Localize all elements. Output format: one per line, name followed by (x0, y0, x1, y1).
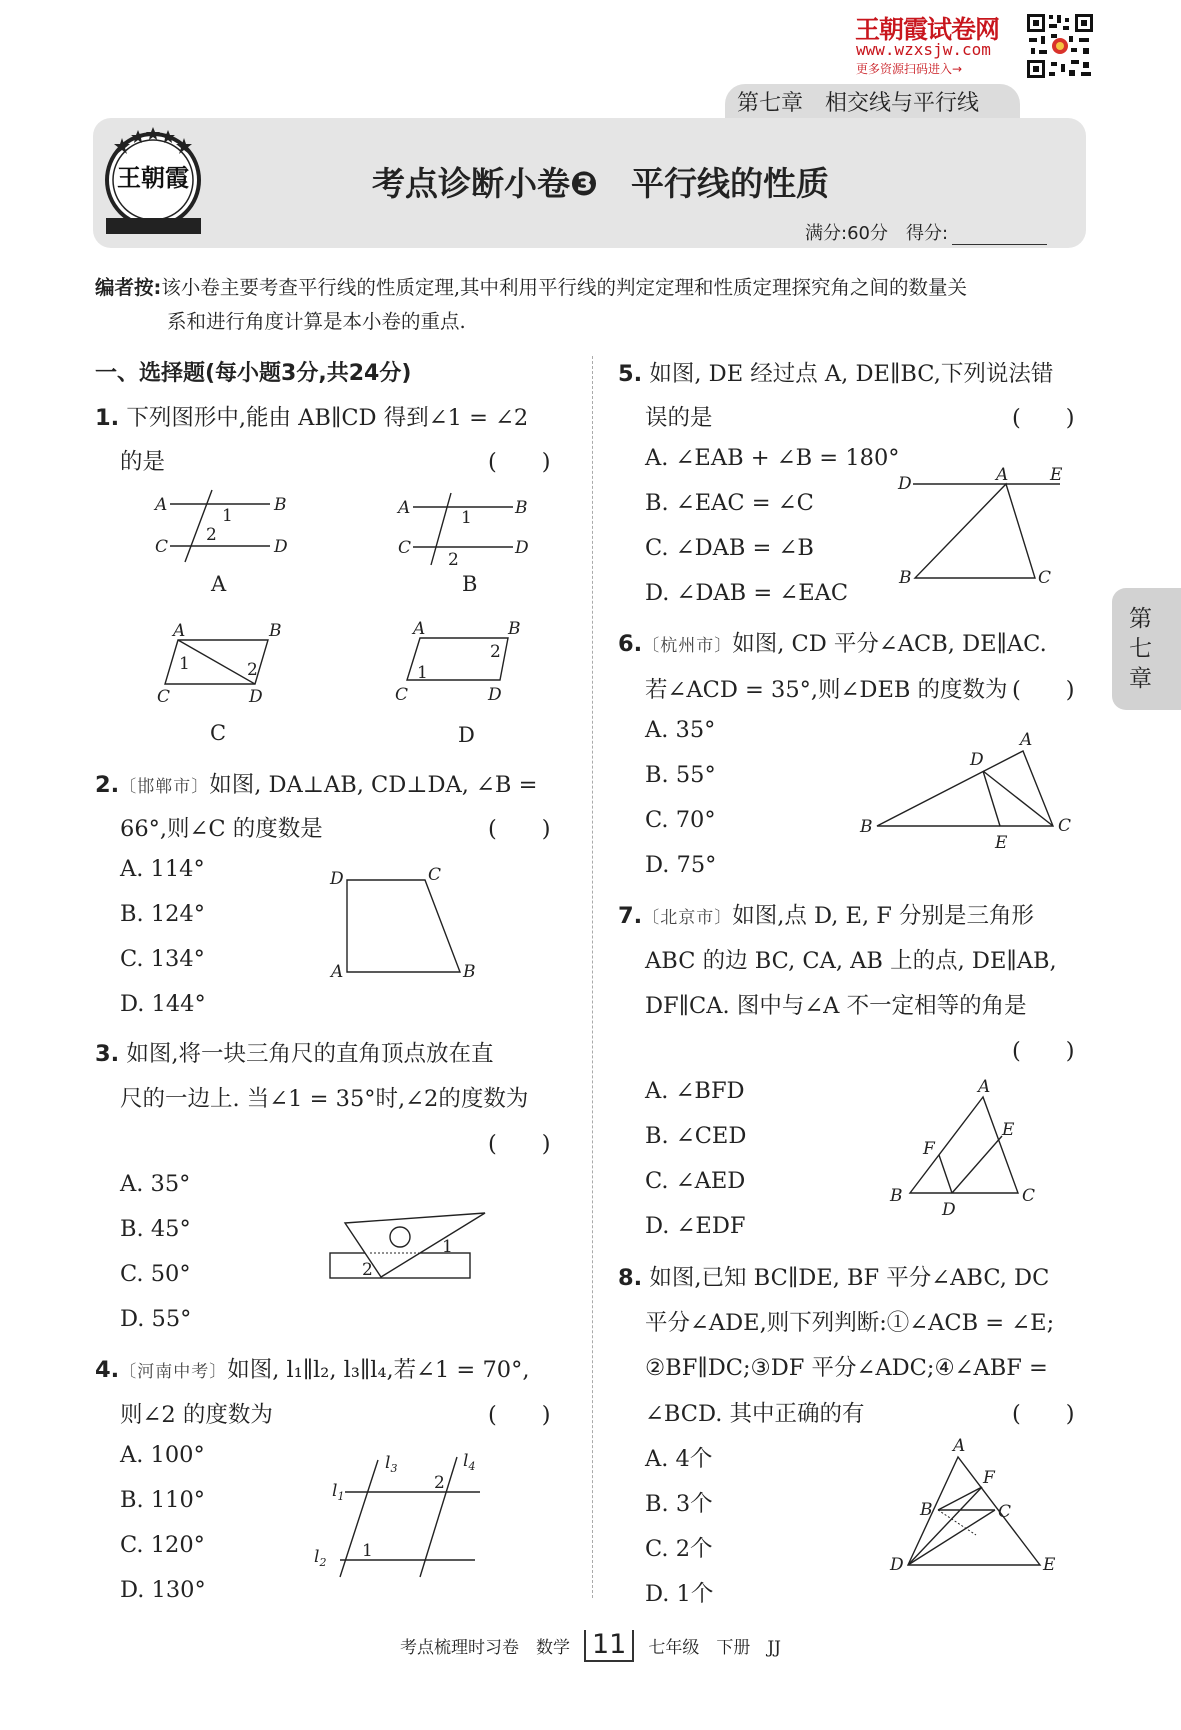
svg-text:l2: $l_2$ (314, 1547, 327, 1569)
editor-note-line2: 系和进行角度计算是本小卷的重点. (167, 310, 466, 333)
svg-text:A: A (173, 621, 186, 641)
q6-answer-paren[interactable]: ( ) (1012, 677, 1075, 703)
q7-stem-line1: 如图,点 D, E, F 分别是三角形 (732, 903, 1035, 929)
q2-source-tag: 〔邯郸市〕 (119, 777, 210, 797)
q5-stem-line1: 如图, DE 经过点 A, DE∥BC,下列说法错 (649, 361, 1054, 387)
q8-stem-line2: 平分∠ADE,则下列判断:①∠ACB = ∠E; (645, 1310, 1055, 1336)
q3-figure (325, 1205, 495, 1285)
q3-option-c[interactable]: C. 50° (120, 1261, 191, 1287)
q4-option-b[interactable]: B. 110° (120, 1487, 206, 1513)
svg-text:l4: $l_4$ (463, 1451, 476, 1473)
q4-stem-line2: 则∠2 的度数为 (120, 1402, 273, 1428)
q3-option-d[interactable]: D. 55° (120, 1306, 192, 1332)
brand-scan-hint: 更多资源扫码进入→ (856, 62, 963, 76)
q1-answer-paren[interactable]: ( ) (488, 449, 551, 475)
q2-option-a[interactable]: A. 114° (120, 856, 205, 882)
q5-option-c[interactable]: C. ∠DAB = ∠B (645, 535, 814, 561)
svg-text:B: B (920, 1500, 933, 1520)
svg-text:1: 1 (461, 508, 472, 528)
svg-text:D: D (970, 750, 984, 770)
q4-option-d[interactable]: D. 130° (120, 1577, 206, 1603)
q3-stem-line1: 如图,将一块三角尺的直角顶点放在直 (126, 1041, 494, 1067)
angle-label-2: 2 (206, 525, 217, 545)
q1-caption-d: D (458, 723, 475, 747)
editor-note-line1: 该小卷主要考查平行线的性质定理,其中利用平行线的判定定理和性质定理探究角之间的数量关 (161, 276, 968, 299)
q5-option-d[interactable]: D. ∠DAB = ∠EAC (645, 580, 849, 606)
q1-caption-c: C (210, 721, 227, 745)
brand-url[interactable]: www.wzxsjw.com (856, 40, 991, 59)
svg-text:B: B (274, 495, 287, 515)
q7-stem-line3: DF∥CA. 图中与∠A 不一定相等的角是 (645, 993, 1027, 1019)
q7-option-a[interactable]: A. ∠BFD (645, 1078, 745, 1104)
q6-option-d[interactable]: D. 75° (645, 852, 717, 878)
q4-source-tag: 〔河南中考〕 (119, 1362, 228, 1382)
svg-text:1: 1 (442, 1237, 453, 1257)
footer-right: 七年级 下册 JJ (648, 1638, 781, 1658)
q7-option-b[interactable]: B. ∠CED (645, 1123, 747, 1149)
q5-stem-line2: 误的是 (645, 405, 713, 431)
q7-option-d[interactable]: D. ∠EDF (645, 1213, 746, 1239)
q1-figure-a (150, 490, 300, 560)
svg-text:B: B (515, 498, 528, 518)
svg-text:A: A (413, 619, 426, 639)
svg-text:1: 1 (179, 654, 190, 674)
svg-text:A: A (331, 962, 344, 982)
q8-stem-line3: ②BF∥DC;③DF 平分∠ADC;④∠ABF = (645, 1355, 1048, 1381)
q1-figure-d (395, 620, 535, 705)
page-number: 11 (584, 1630, 634, 1662)
q3-answer-paren[interactable]: ( ) (488, 1131, 551, 1157)
q1-figure-c (155, 621, 295, 707)
svg-text:D: D (330, 869, 344, 889)
q8-stem-line1: 如图,已知 BC∥DE, BF 平分∠ABC, DC (649, 1265, 1050, 1291)
q7-stem-line2: ABC 的边 BC, CA, AB 上的点, DE∥AB, (645, 948, 1057, 974)
chapter-side-tab: 第 七 章 (1112, 588, 1181, 710)
q8-answer-paren[interactable]: ( ) (1012, 1401, 1075, 1427)
q4-option-a[interactable]: A. 100° (120, 1442, 205, 1468)
q2-stem-line2: 66°,则∠C 的度数是 (120, 816, 323, 842)
svg-text:B: B (508, 619, 521, 639)
svg-text:D: D (274, 537, 288, 557)
chapter-tab: 第七章 相交线与平行线 (725, 84, 1020, 124)
svg-text:F: F (923, 1139, 935, 1159)
svg-text:D: D (249, 687, 263, 707)
q6-source-tag: 〔杭州市〕 (642, 636, 733, 656)
svg-text:D: D (515, 538, 529, 558)
editor-note-label: 编者按: (95, 276, 162, 299)
q5-answer-paren[interactable]: ( ) (1012, 405, 1075, 431)
q2-answer-paren[interactable]: ( ) (488, 816, 551, 842)
svg-text:l1: $l_1$ (332, 1481, 345, 1503)
svg-text:C: C (157, 687, 171, 707)
svg-text:C: C (395, 685, 409, 705)
q1-stem-line1: 下列图形中,能由 AB∥CD 得到∠1 = ∠2 (126, 405, 529, 431)
q6-option-b[interactable]: B. 55° (645, 762, 716, 788)
q8-figure (880, 1435, 1060, 1590)
section-heading: 一、选择题(每小题3分,共24分) (95, 361, 412, 386)
q1-figure-b (393, 493, 543, 568)
svg-text:E: E (1002, 1120, 1015, 1140)
svg-text:C: C (998, 1502, 1012, 1522)
q1-caption-b: B (462, 572, 478, 596)
q5-figure (890, 460, 1070, 590)
score-label: 满分:60分 得分: (805, 223, 949, 244)
brand-title: 王朝霞试卷网 (855, 15, 1000, 44)
svg-text:A: A (996, 465, 1009, 485)
q1-caption-a: A (211, 572, 227, 596)
svg-text:2: 2 (247, 660, 258, 680)
q8-stem-line4: ∠BCD. 其中正确的有 (645, 1401, 865, 1427)
svg-text:1: 1 (362, 1541, 373, 1561)
q6-stem-line2: 若∠ACD = 35°,则∠DEB 的度数为 (645, 677, 1008, 703)
q1-stem-line2: 的是 (120, 449, 166, 475)
editor-note (95, 271, 1090, 339)
angle-label-1: 1 (222, 506, 233, 526)
svg-text:A: A (953, 1436, 966, 1456)
svg-text:E: E (1050, 465, 1063, 485)
page-footer (0, 1630, 1181, 1662)
q4-figure (310, 1452, 490, 1577)
column-divider (592, 356, 593, 1598)
svg-text:C: C (1058, 816, 1072, 836)
svg-text:D: D (890, 1555, 904, 1575)
svg-text:E: E (1043, 1555, 1056, 1575)
svg-text:B: B (269, 621, 282, 641)
q6-option-a[interactable]: A. 35° (645, 717, 716, 743)
svg-text:2: 2 (434, 1473, 445, 1493)
q4-answer-paren[interactable]: ( ) (488, 1402, 551, 1428)
svg-text:B: B (860, 817, 873, 837)
q8-option-a[interactable]: A. 4个 (645, 1446, 713, 1472)
svg-text:l3: $l_3$ (385, 1453, 398, 1475)
page-title: 考点诊断小卷❸ 平行线的性质 (372, 164, 829, 203)
q5-option-b[interactable]: B. ∠EAC = ∠C (645, 490, 814, 516)
q6-option-c[interactable]: C. 70° (645, 807, 716, 833)
q2-option-d[interactable]: D. 144° (120, 991, 206, 1017)
q4-stem-line1: 如图, l₁∥l₂, l₃∥l₄,若∠1 = 70°, (227, 1357, 530, 1383)
svg-text:2: 2 (448, 550, 459, 570)
q2-option-c[interactable]: C. 134° (120, 946, 205, 972)
svg-text:2: 2 (490, 642, 501, 662)
q3-stem-line2: 尺的一边上. 当∠1 = 35°时,∠2的度数为 (120, 1086, 529, 1112)
svg-text:2: 2 (362, 1260, 373, 1280)
svg-text:B: B (890, 1186, 903, 1206)
q8-option-d[interactable]: D. 1个 (645, 1581, 714, 1607)
svg-text:A: A (398, 498, 411, 518)
logo-text: 王朝霞 (117, 163, 189, 192)
q7-source-tag: 〔北京市〕 (642, 908, 733, 928)
q7-option-c[interactable]: C. ∠AED (645, 1168, 746, 1194)
qr-code-icon[interactable] (1025, 12, 1095, 80)
svg-text:C: C (428, 865, 442, 885)
q6-figure (855, 730, 1075, 855)
footer-left: 考点梳理时习卷 数学 (400, 1638, 570, 1658)
q2-option-b[interactable]: B. 124° (120, 901, 206, 927)
q2-stem-line1: 如图, DA⊥AB, CD⊥DA, ∠B = (209, 772, 538, 798)
svg-text:A: A (978, 1077, 991, 1097)
svg-text:B: B (463, 962, 476, 982)
svg-text:B: B (899, 568, 912, 588)
svg-text:A: A (155, 495, 168, 515)
q7-figure (885, 1075, 1055, 1220)
q8-option-b[interactable]: B. 3个 (645, 1491, 713, 1517)
q3-option-a[interactable]: A. 35° (120, 1171, 191, 1197)
q7-answer-paren[interactable]: ( ) (1012, 1038, 1075, 1064)
svg-text:D: D (942, 1200, 956, 1220)
svg-text:F: F (983, 1468, 995, 1488)
q6-stem-line1: 如图, CD 平分∠ACB, DE∥AC. (732, 631, 1047, 657)
svg-text:A: A (1020, 730, 1033, 750)
svg-text:1: 1 (417, 663, 428, 683)
q3-option-b[interactable]: B. 45° (120, 1216, 191, 1242)
q5-option-a[interactable]: A. ∠EAB + ∠B = 180° (645, 445, 900, 471)
svg-text:C: C (155, 537, 169, 557)
q8-option-c[interactable]: C. 2个 (645, 1536, 713, 1562)
svg-text:C: C (1022, 1186, 1036, 1206)
svg-text:E: E (995, 833, 1008, 853)
svg-text:D: D (898, 474, 912, 494)
svg-text:C: C (1038, 568, 1052, 588)
score-blank[interactable] (952, 227, 1047, 245)
q2-figure (325, 862, 485, 987)
svg-text:D: D (488, 685, 502, 705)
score-line (805, 219, 1047, 245)
svg-text:C: C (398, 538, 412, 558)
q4-option-c[interactable]: C. 120° (120, 1532, 205, 1558)
